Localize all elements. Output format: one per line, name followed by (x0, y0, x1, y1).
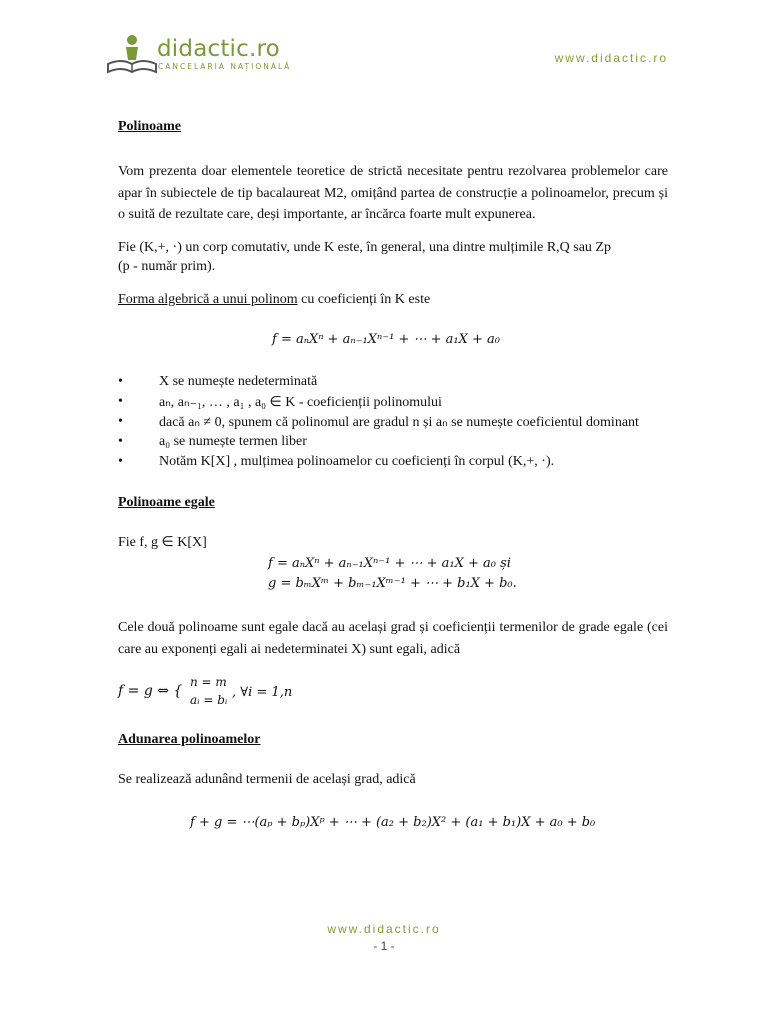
section-adunarea: Adunarea polinoamelor (118, 732, 261, 747)
eq-top: n = m (190, 675, 227, 689)
eq-bottom: aᵢ = bᵢ (190, 693, 228, 707)
adunare-line: Se realizează adunând termenii de același grad, adică (118, 772, 416, 787)
logo-name: didactic.ro (157, 36, 280, 62)
formula-g: g = bₘXᵐ + bₘ₋₁Xᵐ⁻¹ + ⋯ + b₁X + b₀. (268, 576, 517, 591)
forma-algebrica-line (118, 292, 430, 308)
eq-left: f = g ⇔ { (118, 683, 183, 699)
logo-subtitle: CANCELARIA NAȚIONALĂ (158, 62, 292, 71)
forma-rest: cu coeficienți în K este (297, 292, 431, 307)
page-title: Polinoame (118, 119, 181, 134)
fie-corp-line: Fie (K,+, ·) un corp comutativ, unde K este, în general, una dintre mulțimile R,Q sau Zp (118, 240, 611, 255)
intro-paragraph: Vom prezenta doar elementele teoretice de strictă necesitate pentru rezolvarea problemelor care apar în subiectele de tip bacalaureat M2, omițând partea de construcție a polinoamelor, precum și o suită de rezultate care, deși importante, ar încărca foarte mult expunerea. (118, 164, 668, 222)
formula-f: f = aₙXⁿ + aₙ₋₁Xⁿ⁻¹ + ⋯ + a₁X + a₀ (272, 332, 501, 347)
egale-paragraph: Cele două polinoame sunt egale dacă au același grad și coeficienții termenilor de grade egale (cei care au exponenți egali ai nedeterminatei X) sunt egali, adică (118, 620, 668, 657)
formula-sum: f + g = ⋯(aₚ + bₚ)Xᵖ + ⋯ + (a₂ + b₂)X² + (a₁ + b₁)X + a₀ + b₀ (190, 815, 596, 830)
formula-f2: f = aₙXⁿ + aₙ₋₁Xⁿ⁻¹ + ⋯ + a₁X + a₀ și (268, 556, 511, 571)
header-site-link[interactable]: www.didactic.ro (554, 51, 668, 65)
fie-corp-line-2: (p - număr prim). (118, 259, 216, 274)
fie-fg-line: Fie f, g ∈ K[X] (118, 535, 207, 550)
forma-label: Forma algebrică a unui polinom (118, 292, 298, 307)
footer-site-link[interactable]: www.didactic.ro (327, 922, 441, 936)
eq-right: , ∀i = 1,n (232, 685, 293, 700)
page-number: - 1 - (373, 939, 395, 953)
section-polinoame-egale: Polinoame egale (118, 495, 215, 510)
